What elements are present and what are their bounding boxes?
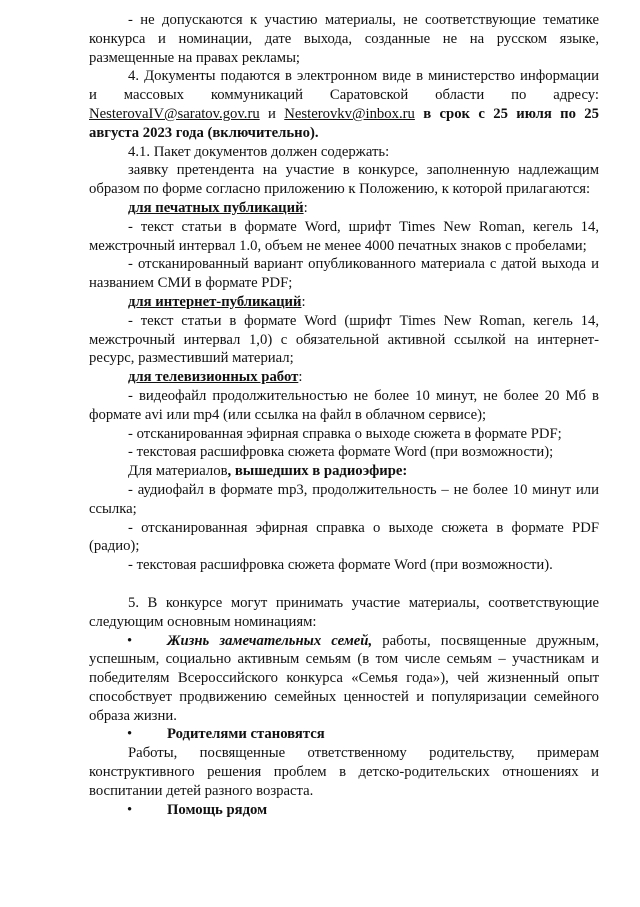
radio-heading-bold: , вышедших в радиоэфире: [227, 463, 408, 480]
web-heading [89, 293, 599, 312]
radio-heading-lead: Для материалов [128, 463, 228, 480]
bullet-icon: • [127, 632, 133, 649]
radio-heading [89, 462, 599, 481]
print-item-1: - текст статьи в формате Word, шрифт Times New Roman, кегель 14, межстрочный интервал 1.0, объем не менее 4000 печатных знаков с пробелами; [89, 218, 599, 254]
document-page [89, 11, 599, 819]
nomination-3-title: Помощь рядом [167, 801, 268, 818]
submission-deadline: в срок с 25 июля по 25 августа 2023 года (включительно). [89, 105, 599, 141]
nomination-2-text: Работы, посвященные ответственному родительству, примерам конструктивного решения проблем в детско-родительских отношениях и воспитании детей разного возраста. [89, 745, 599, 799]
bullet-icon: • [127, 801, 133, 818]
nominations-intro: 5. В конкурсе могут принимать участие материалы, соответствующие следующим основным номинациям: [89, 594, 599, 630]
nomination-3 [89, 801, 599, 820]
submission-text: 4. Документы подаются в электронном виде в министерство информации и массовых коммуникаций Саратовской области по адресу: [89, 68, 599, 104]
tv-heading [89, 368, 599, 387]
spacer [89, 575, 599, 594]
package-intro: 4.1. Пакет документов должен содержать: [128, 143, 390, 160]
email-link-1[interactable]: NesterovaIV@saratov.gov.ru [89, 105, 260, 122]
tv-item-1: - видеофайл продолжительностью не более 10 минут, не более 20 Мб в формате avi или mp4 (или ссылка на файл в облачном сервисе); [89, 387, 599, 423]
web-heading-text: для интернет-публикаций [128, 293, 302, 310]
submission-paragraph [89, 67, 599, 142]
web-heading-colon: : [301, 293, 306, 310]
nomination-2 [89, 725, 599, 744]
submission-and: и [259, 105, 285, 122]
nomination-1-text: работы, посвященные дружным, успешным, социально активным семьям (в том числе семьям – участникам и победителям Всероссийского конкурса «Семья года»), чей жизненный опыт способствует продвижению семейных ценностей и популяризации семейного образа жизни. [89, 632, 599, 724]
radio-item-1: - аудиофайл в формате mp3, продолжительность – не более 10 минут или ссылка; [89, 481, 599, 517]
nomination-2-title: Родителями становятся [167, 726, 325, 743]
rule-exclusion: - не допускаются к участию материалы, не соответствующие тематике конкурса и номинации, дате выхода, созданные не на русском языке, размещенные на правах рекламы; [89, 12, 599, 66]
print-heading-colon: : [303, 199, 308, 216]
tv-heading-text: для телевизионных работ [128, 369, 299, 386]
bullet-icon: • [127, 726, 133, 743]
nomination-1-title: Жизнь замечательных семей, [167, 632, 373, 649]
tv-heading-colon: : [298, 369, 303, 386]
tv-item-2: - отсканированная эфирная справка о выходе сюжета в формате PDF; [128, 425, 562, 442]
print-heading [89, 199, 599, 218]
print-heading-text: для печатных публикаций [128, 199, 304, 216]
email-link-2[interactable]: Nesterovkv@inbox.ru [284, 105, 415, 122]
web-item-1: - текст статьи в формате Word (шрифт Times New Roman, кегель 14, межстрочный интервал 1,0) с обязательной активной ссылкой на интернет-ресурс, разместивший материал; [89, 312, 599, 367]
radio-item-3: - текстовая расшифровка сюжета формате Word (при возможности). [128, 557, 553, 574]
print-item-2: - отсканированный вариант опубликованного материала с датой выхода и названием СМИ в формате PDF; [89, 256, 599, 292]
nomination-1 [89, 632, 599, 726]
application-paragraph: заявку претендента на участие в конкурсе, заполненную надлежащим образом по форме согласно приложению к Положению, к которой прилагаются: [89, 162, 599, 198]
radio-item-2: - отсканированная эфирная справка о выходе сюжета в формате PDF (радио); [89, 519, 599, 555]
tv-item-3: - текстовая расшифровка сюжета формате Word (при возможности); [128, 444, 554, 461]
